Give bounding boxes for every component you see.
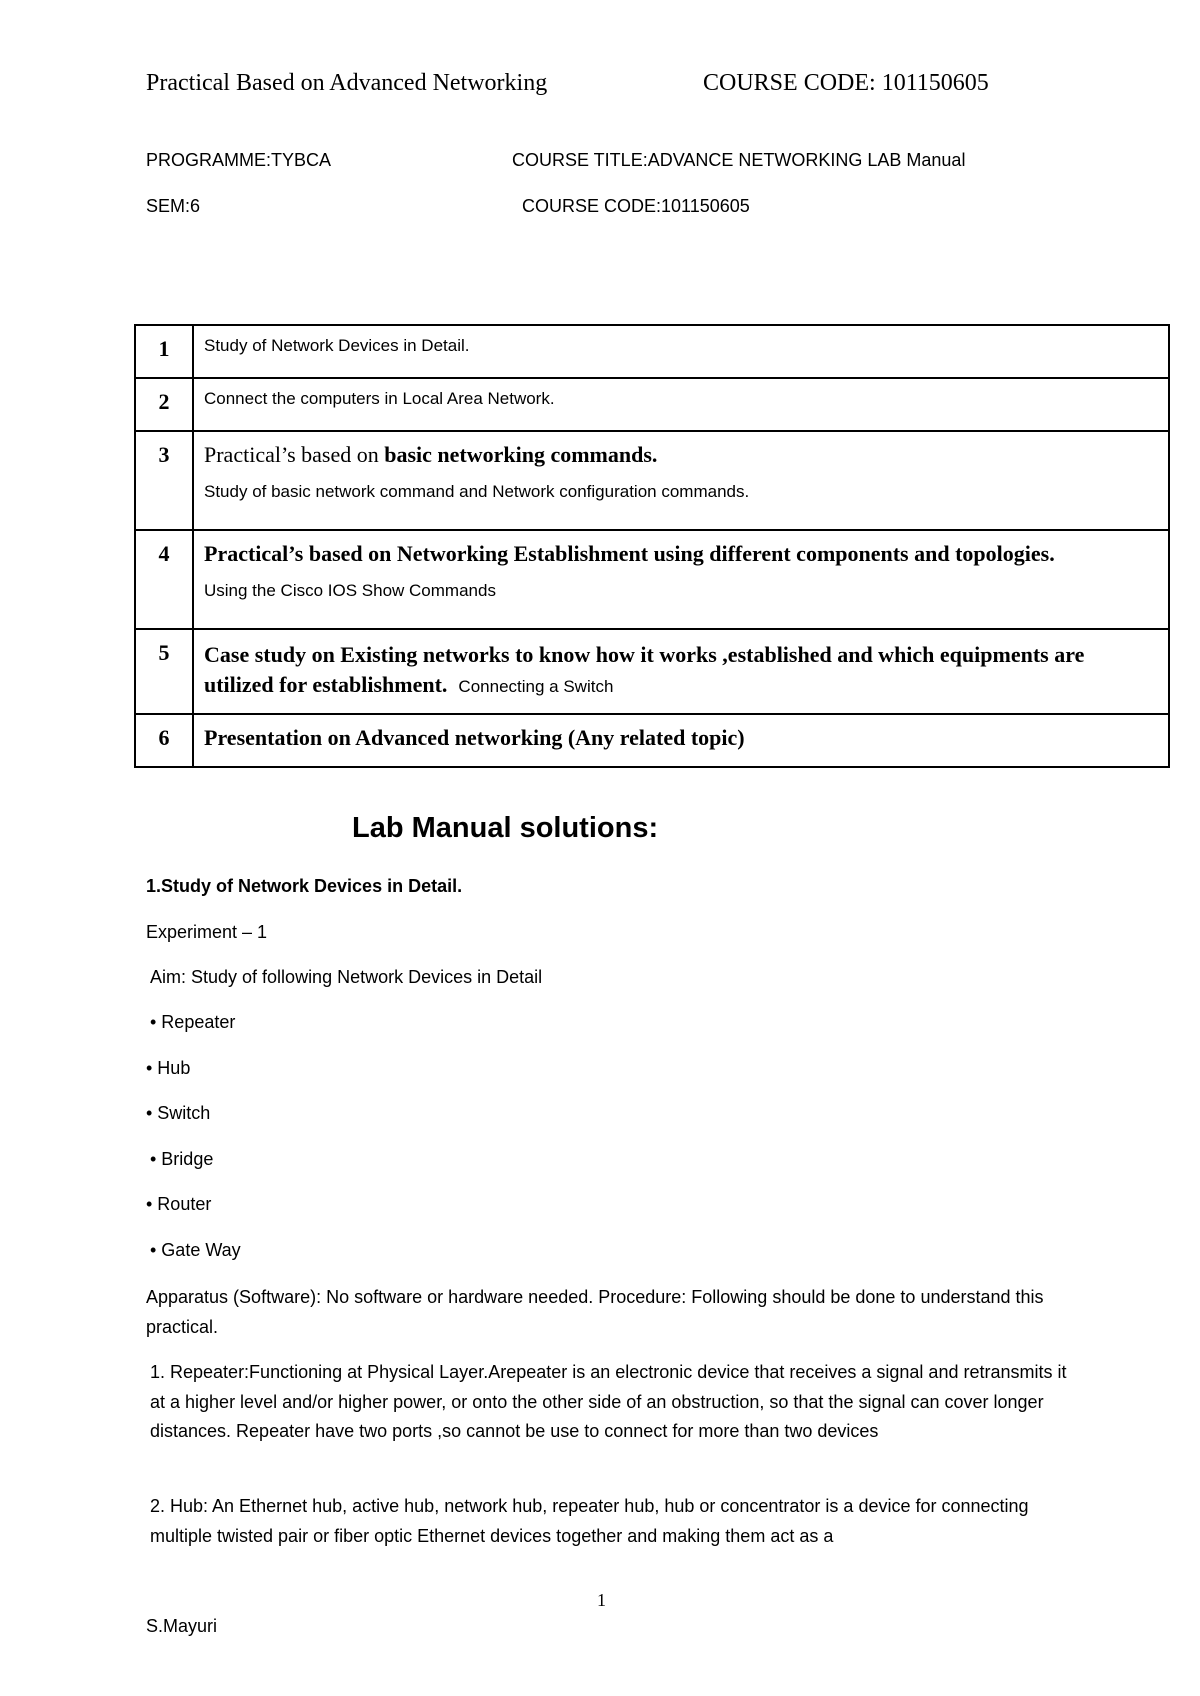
author-name: S.Mayuri xyxy=(146,1616,218,1636)
hub-paragraph: 2. Hub: An Ethernet hub, active hub, network hub, repeater hub, hub or concentrator is a device for connecting multiple twisted pair or fiber optic Ethernet devices together and making them act as a xyxy=(150,1496,1029,1546)
practical-text: Study of Network Devices in Detail. xyxy=(193,325,1169,378)
apparatus-paragraph: Apparatus (Software): No software or hardware needed. Procedure: Following should be done to understand this practical. xyxy=(146,1287,1044,1337)
programme-label: PROGRAMME:TYBCA xyxy=(146,150,332,170)
practical-text: Connect the computers in Local Area Network. xyxy=(193,378,1169,431)
practicals-table xyxy=(134,324,1170,768)
list-item: • Switch xyxy=(146,1103,211,1123)
repeater-paragraph: 1. Repeater:Functioning at Physical Layer.Arepeater is an electronic device that receives a signal and retransmits it at a higher level and/or higher power, or onto the other side of an obstruction, so that the signal can cover longer distances. Repeater have two ports ,so cannot be use to connect for more than two devices xyxy=(150,1362,1067,1441)
practical-text-bold: basic networking commands. xyxy=(384,442,658,467)
document-header-title: Practical Based on Advanced Networking xyxy=(146,70,548,96)
course-code-label: COURSE CODE:101150605 xyxy=(522,196,750,216)
practical-number: 2 xyxy=(135,378,193,431)
practical-cell xyxy=(193,431,1169,530)
practical-subtext: Using the Cisco IOS Show Commands xyxy=(204,581,496,600)
practical-number: 3 xyxy=(135,431,193,530)
practical-number: 5 xyxy=(135,629,193,714)
practical-subtext: Study of basic network command and Network configuration commands. xyxy=(204,482,750,501)
practical-text xyxy=(204,640,1158,702)
practical-subtext: Connecting a Switch xyxy=(458,677,614,696)
practical-text-part: Case study on Existing networks to know how it works ,established and which equipments are utilized for establishment. xyxy=(204,642,1085,697)
table-row xyxy=(135,714,1169,767)
experiment-label: Experiment – 1 xyxy=(146,922,268,942)
course-title-label: COURSE TITLE:ADVANCE NETWORKING LAB Manual xyxy=(512,150,966,170)
practical-text: Presentation on Advanced networking (Any related topic) xyxy=(193,714,1169,767)
practical-cell xyxy=(193,629,1169,714)
practical-number: 1 xyxy=(135,325,193,378)
practical-number: 6 xyxy=(135,714,193,767)
table-row xyxy=(135,378,1169,431)
table-row xyxy=(135,530,1169,629)
lab-manual-solutions-heading: Lab Manual solutions: xyxy=(352,812,659,844)
semester-label: SEM:6 xyxy=(146,196,201,216)
document-header-course-code: COURSE CODE: 101150605 xyxy=(703,70,989,96)
practical-number: 4 xyxy=(135,530,193,629)
practical-text xyxy=(204,442,1158,468)
table-row xyxy=(135,431,1169,530)
practical-text: Practical’s based on Networking Establishment using different components and topologies. xyxy=(204,541,1055,566)
table-row xyxy=(135,325,1169,378)
list-item: • Repeater xyxy=(150,1012,236,1032)
list-item: • Hub xyxy=(146,1058,191,1078)
study-heading: 1.Study of Network Devices in Detail. xyxy=(146,876,463,896)
list-item: • Gate Way xyxy=(150,1240,241,1260)
page-number: 1 xyxy=(597,1590,606,1610)
practical-cell xyxy=(193,530,1169,629)
table-row xyxy=(135,629,1169,714)
list-item: • Bridge xyxy=(150,1149,214,1169)
list-item: • Router xyxy=(146,1194,212,1214)
aim-text: Aim: Study of following Network Devices in Detail xyxy=(150,967,543,987)
practical-text-part: Practical’s based on xyxy=(204,442,385,467)
